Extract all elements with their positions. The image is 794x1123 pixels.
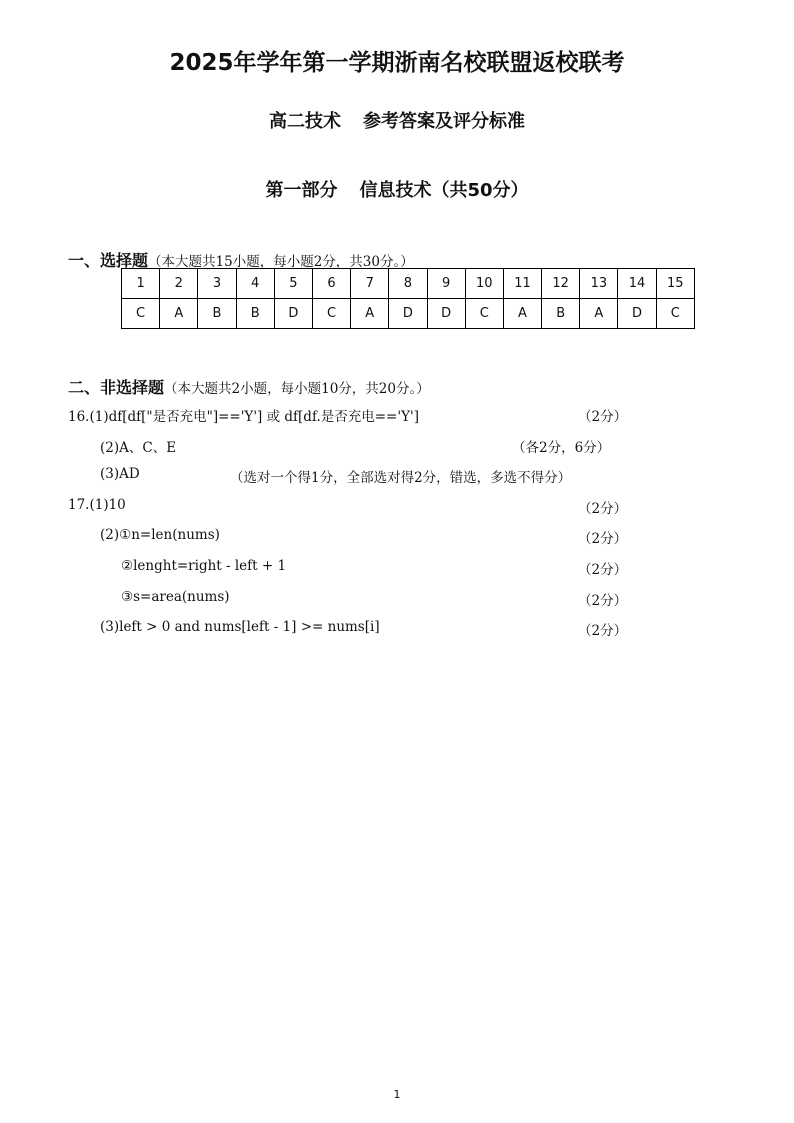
section-2-note: （本大题共2小题，每小题10分，共20分。） (164, 381, 430, 397)
part-name: 信息技术（共50分） (359, 180, 529, 201)
answer-cell: A (580, 299, 618, 329)
part-title (0, 176, 794, 202)
question-number-cell: 13 (580, 269, 618, 299)
score-16-3: （选对一个得1分，全部选对得2分，错选，多选不得分） (230, 470, 572, 486)
answer-cell: C (656, 299, 694, 329)
section-1-note: （本大题共15小题，每小题2分，共30分。） (148, 254, 414, 270)
question-number-cell: 12 (542, 269, 580, 299)
answer-cell: D (389, 299, 427, 329)
answer-cell: B (198, 299, 236, 329)
answer-line-17-2c: ③s=area(nums) (121, 589, 230, 605)
question-number-cell: 11 (503, 269, 541, 299)
answer-line-16-3: (3)AD (100, 466, 140, 482)
score-17-2c: （2分） (578, 593, 628, 609)
answer-line-16-1: 16.(1)df[df["是否充电"]=='Y'] 或 df[df.是否充电=='Y'] (68, 409, 419, 425)
question-number-cell: 5 (274, 269, 312, 299)
answer-cell: C (465, 299, 503, 329)
answer-table-numbers-row (122, 269, 695, 299)
question-number-cell: 10 (465, 269, 503, 299)
subject-label: 高二技术 (269, 111, 341, 132)
question-number-cell: 1 (122, 269, 160, 299)
question-number-cell: 6 (312, 269, 350, 299)
question-number-cell: 8 (389, 269, 427, 299)
document-subtitle (0, 107, 794, 133)
question-number-cell: 14 (618, 269, 656, 299)
question-number-cell: 15 (656, 269, 694, 299)
answer-line-17-3: (3)left > 0 and nums[left - 1] >= nums[i] (100, 619, 380, 635)
section-1-title: 一、选择题 (68, 251, 149, 270)
answer-line-17-1: 17.(1)10 (68, 497, 126, 513)
answer-line-17-2b: ②lenght=right - left + 1 (121, 558, 287, 574)
score-17-2b: （2分） (578, 562, 628, 578)
score-17-1: （2分） (578, 501, 628, 517)
answer-cell: A (351, 299, 389, 329)
answer-cell: A (160, 299, 198, 329)
score-16-1: （2分） (578, 409, 628, 425)
answer-key-label: 参考答案及评分标准 (363, 111, 525, 132)
answer-cell: D (618, 299, 656, 329)
answer-cell: C (312, 299, 350, 329)
page-number: 1 (393, 1088, 401, 1101)
question-number-cell: 9 (427, 269, 465, 299)
answer-table (121, 268, 695, 329)
answer-cell: D (427, 299, 465, 329)
score-17-2a: （2分） (578, 531, 628, 547)
answer-cell: A (503, 299, 541, 329)
answer-cell: B (236, 299, 274, 329)
answer-cell: B (542, 299, 580, 329)
section-2-heading (68, 375, 430, 398)
score-17-3: （2分） (578, 623, 628, 639)
answer-cell: C (122, 299, 160, 329)
answer-table-answers-row (122, 299, 695, 329)
answer-line-16-2: (2)A、C、E (100, 440, 177, 456)
part-number: 第一部分 (265, 180, 338, 201)
score-16-2: （各2分，6分） (512, 440, 611, 456)
answer-line-17-2a: (2)①n=len(nums) (100, 527, 220, 543)
section-2-title: 二、非选择题 (68, 378, 165, 397)
question-number-cell: 3 (198, 269, 236, 299)
question-number-cell: 4 (236, 269, 274, 299)
document-title: 2025年学年第一学期浙南名校联盟返校联考 (169, 50, 625, 76)
question-number-cell: 2 (160, 269, 198, 299)
question-number-cell: 7 (351, 269, 389, 299)
answer-cell: D (274, 299, 312, 329)
